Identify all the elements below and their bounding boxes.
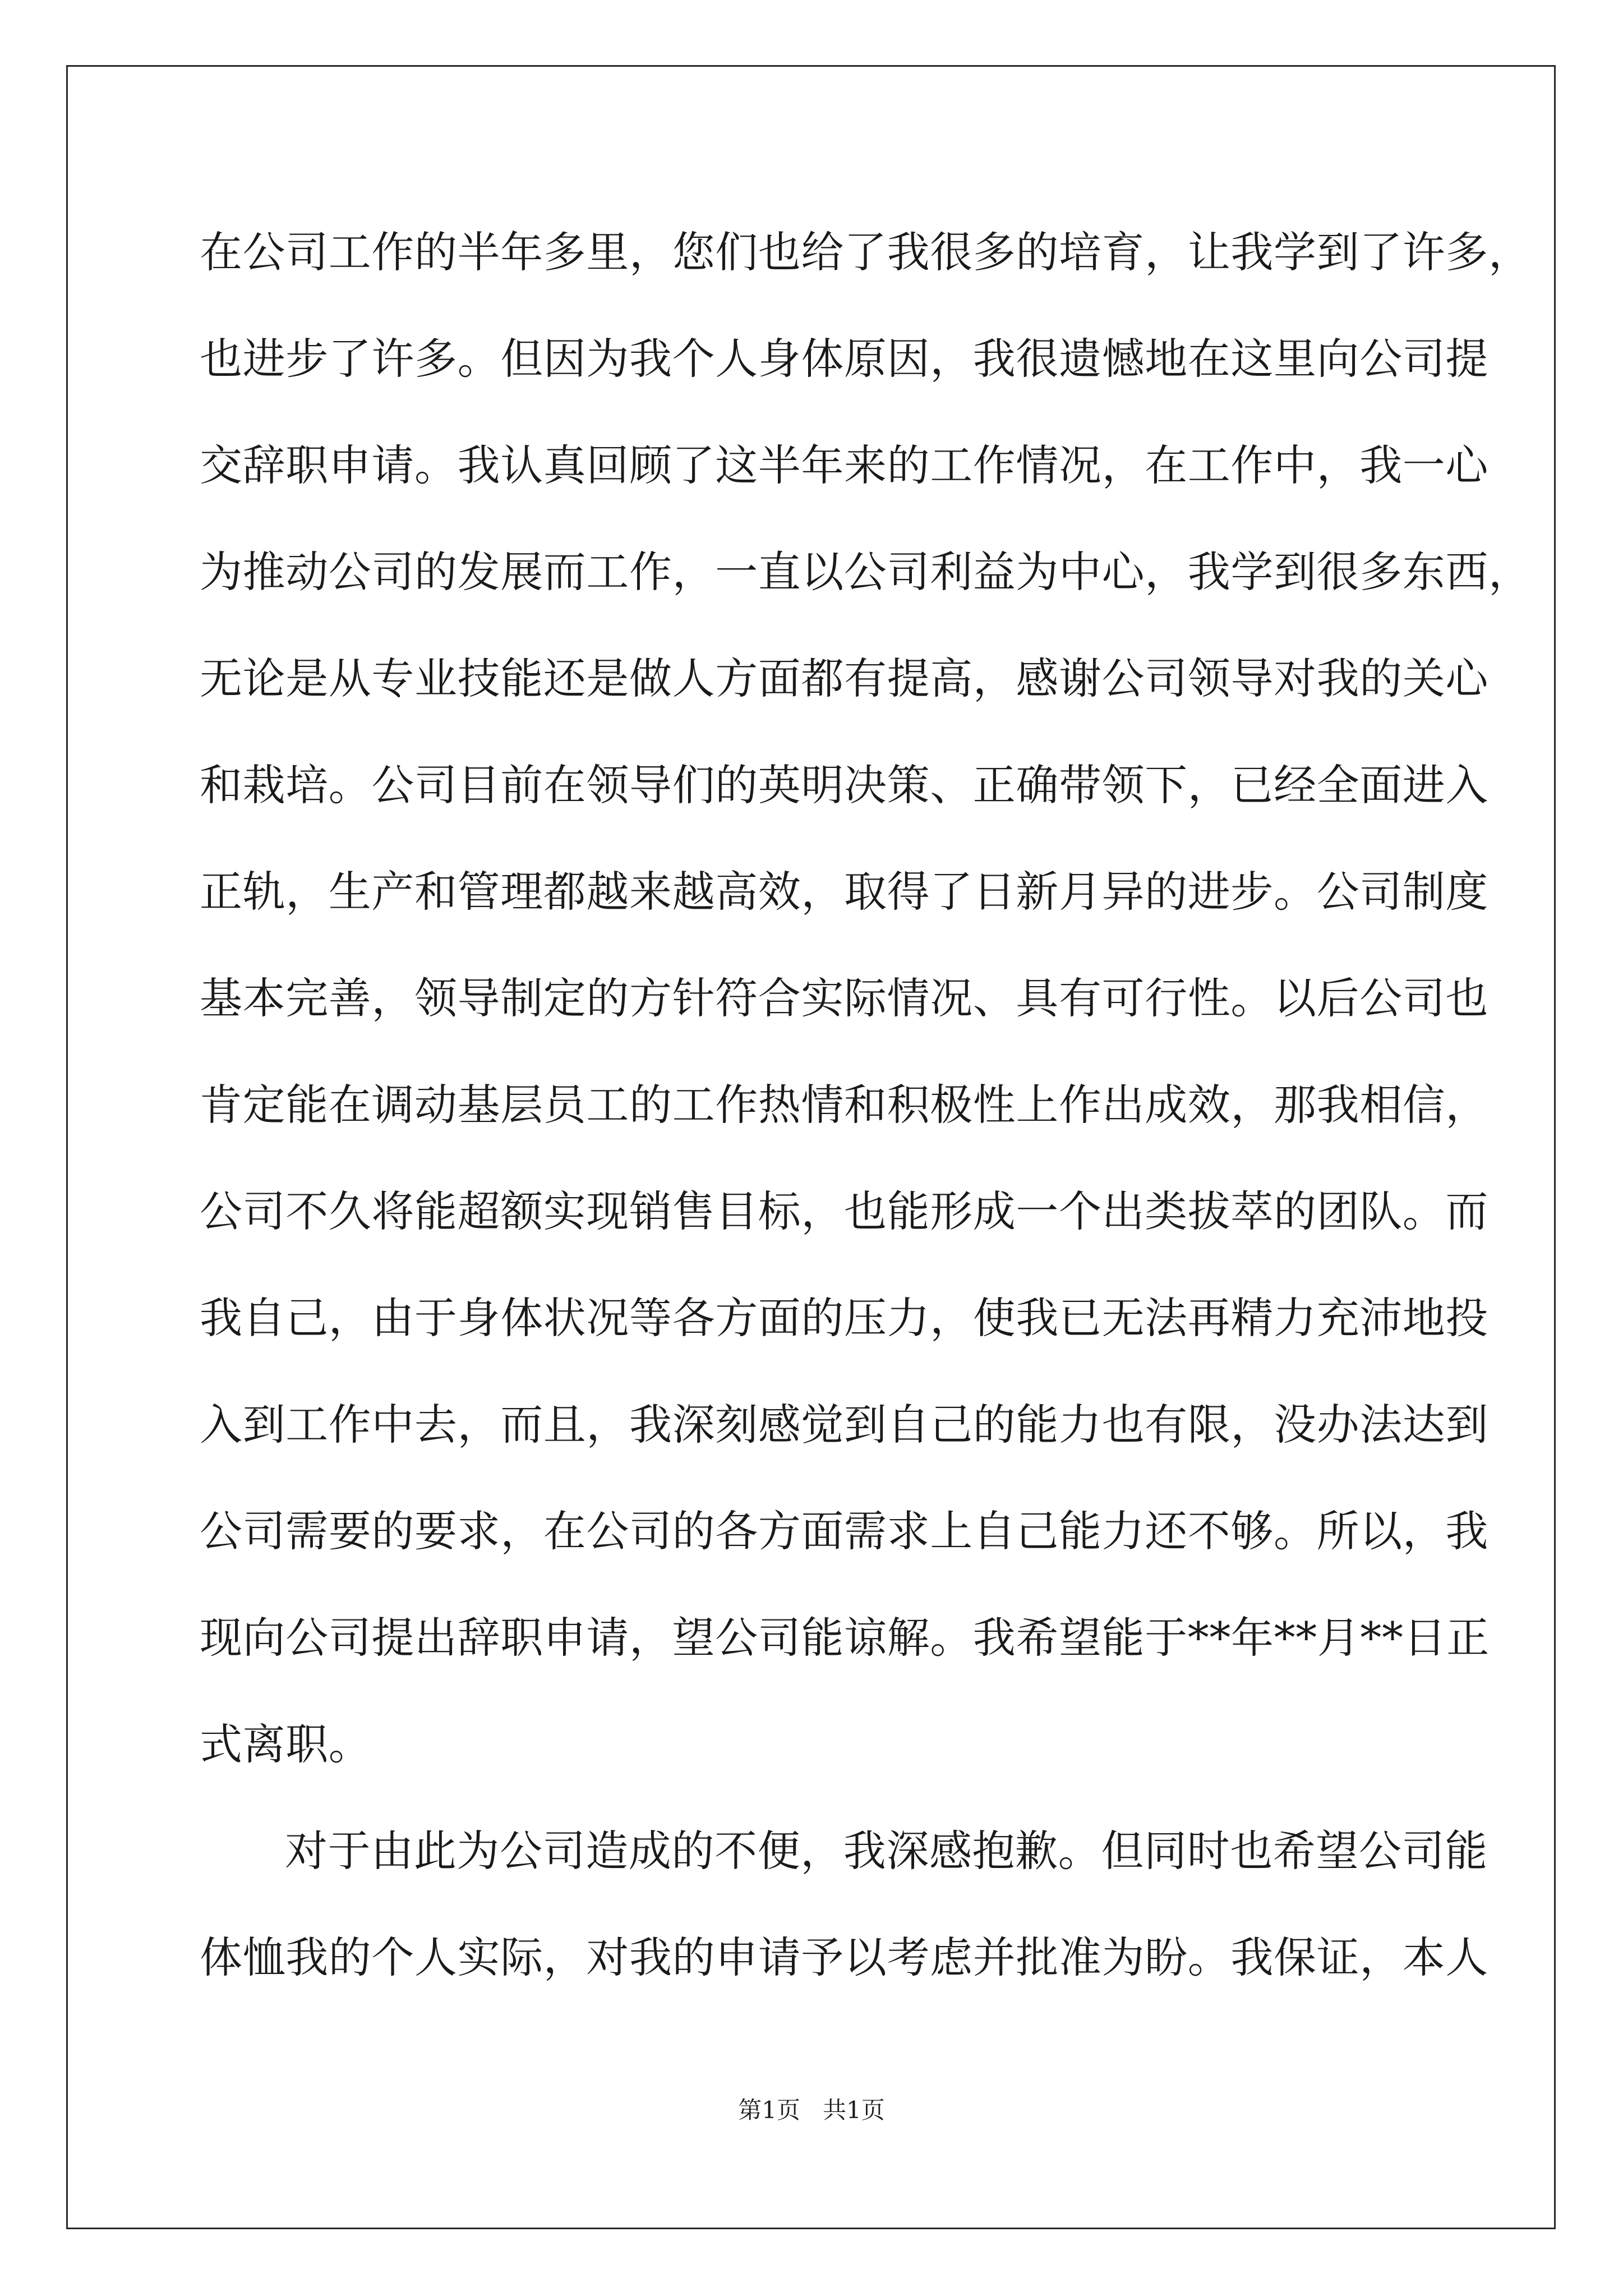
text-line: 公司不久将能超额实现销售目标，也能形成一个出类拔萃的团队。而 [200,1186,1488,1236]
text-line: 体恤我的个人实际，对我的申请予以考虑并批准为盼。我保证，本人 [200,1932,1488,1982]
text-line: 式离职。 [200,1719,372,1769]
text-line: 也进步了许多。但因为我个人身体原因，我很遗憾地在这里向公司提 [200,334,1488,384]
text-line: 交辞职申请。我认真回顾了这半年来的工作情况，在工作中，我一心 [200,440,1488,490]
text-line: 我自己，由于身体状况等各方面的压力，使我已无法再精力充沛地投 [200,1293,1488,1343]
paragraph-1 [200,199,1532,1798]
text-line: 入到工作中去，而且，我深刻感觉到自己的能力也有限，没办法达到 [200,1400,1488,1450]
text-line: 基本完善，领导制定的方针符合实际情况、具有可行性。以后公司也 [200,973,1488,1023]
text-line: 肯定能在调动基层员工的工作热情和积极性上作出成效，那我相信， [200,1080,1488,1130]
text-line: 为推动公司的发展而工作，一直以公司利益为中心，我学到很多东西， [200,547,1532,597]
text-line: 正轨，生产和管理都越来越高效，取得了日新月异的进步。公司制度 [200,867,1488,917]
text-line: 在公司工作的半年多里，您们也给了我很多的培育，让我学到了许多， [200,227,1532,277]
text-line: 对于由此为公司造成的不便，我深感抱歉。但同时也希望公司能 [285,1826,1488,1876]
text-line: 和栽培。公司目前在领导们的英明决策、正确带领下，已经全面进入 [200,760,1488,810]
document-body [200,199,1532,2011]
text-line: 无论是从专业技能还是做人方面都有提高，感谢公司领导对我的关心 [200,654,1488,703]
page-number-footer: 第1页 共1页 [738,2096,885,2124]
text-line: 公司需要的要求，在公司的各方面需求上自己能力还不够。所以，我 [200,1506,1488,1556]
paragraph-2 [200,1798,1488,2011]
text-line: 现向公司提出辞职申请，望公司能谅解。我希望能于**年**月**日正 [200,1613,1490,1663]
